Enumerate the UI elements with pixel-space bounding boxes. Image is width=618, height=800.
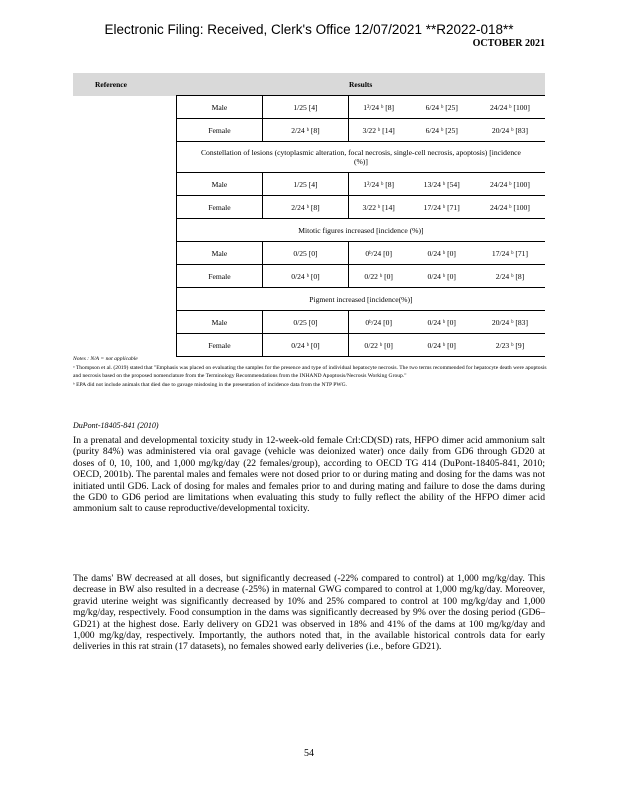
table-section-row bbox=[73, 288, 545, 311]
table-row bbox=[73, 311, 545, 334]
col-reference: Reference bbox=[73, 73, 176, 96]
table-row bbox=[73, 334, 545, 357]
study-title: DuPont-18405-841 (2010) bbox=[73, 421, 159, 430]
sex-cell: Female bbox=[176, 119, 262, 142]
table-row bbox=[73, 96, 545, 119]
reference-cell bbox=[73, 142, 176, 173]
sex-cell: Male bbox=[176, 96, 262, 119]
section-heading: Pigment increased [incidence(%)] bbox=[176, 288, 545, 311]
value-cell: 6/24 ᵇ [25] bbox=[409, 119, 475, 142]
value-cell: 0ᵇ/24 [0] bbox=[348, 242, 408, 265]
value-cell: 17/24 ᵇ [71] bbox=[475, 242, 545, 265]
value-cell: 3/22 ᵇ [14] bbox=[348, 119, 408, 142]
table-row bbox=[73, 119, 545, 142]
table-row bbox=[73, 173, 545, 196]
sex-cell: Female bbox=[176, 265, 262, 288]
paragraph-1: In a prenatal and developmental toxicity study in 12-week-old female Crl:CD(SD) rats, HFPO dimer acid ammonium salt (purity 84%) was administered via oral gavage (vehicle was deionized water) once daily from GD6 through GD20 at doses of 0, 10, 100, and 1,000 mg/kg/day (22 females/group), according to OECD TG 414 (DuPont-18405-841, 2010; OECD, 2001b). The parental males and females were not dosed prior to or during mating and dosing for the dams was not initiated until GD6. Lack of dosing for males and females prior to and during mating and failure to dose the dams during the GD0 to GD6 period are limitations when evaluating this study to fully reflect the ability of the HFPO dimer acid ammonium salt to cause reproductive/developmental toxicity. bbox=[73, 435, 545, 515]
table-row bbox=[73, 242, 545, 265]
value-cell: 1/25 [4] bbox=[263, 96, 349, 119]
reference-cell bbox=[73, 196, 176, 219]
value-cell: 3/22 ᵇ [14] bbox=[348, 196, 408, 219]
reference-cell bbox=[73, 119, 176, 142]
value-cell: 0/24 ᵇ [0] bbox=[263, 265, 349, 288]
value-cell: 0/24 ᵇ [0] bbox=[409, 334, 475, 357]
sex-cell: Male bbox=[176, 242, 262, 265]
reference-cell bbox=[73, 288, 176, 311]
value-cell: 0/25 [0] bbox=[263, 242, 349, 265]
value-cell: 24/24 ᵇ [100] bbox=[475, 173, 545, 196]
sex-cell: Male bbox=[176, 311, 262, 334]
value-cell: 2/23 ᵇ [9] bbox=[475, 334, 545, 357]
page-number: 54 bbox=[304, 748, 314, 759]
reference-cell bbox=[73, 173, 176, 196]
results-table bbox=[73, 73, 545, 357]
value-cell: 20/24 ᵇ [83] bbox=[475, 119, 545, 142]
note-a: ᵃ Thompson et al. (2019) stated that "Emphasis was placed on evaluating the samples for the presence and type of individual hepatocyte necrosis. The two terms recommended for hepatocyte death were apoptosis and necrosis based on the proposed nomenclature from the Terminology Recommendations from the INHAND Apoptosis/Necrosis Working Group." bbox=[73, 364, 547, 380]
reference-cell bbox=[73, 265, 176, 288]
reference-cell bbox=[73, 334, 176, 357]
note-b: ᵇ EPA did not include animals that died due to gavage misdosing in the presentation of incidence data from the NTP PWG. bbox=[73, 381, 348, 388]
value-cell: 0/25 [0] bbox=[263, 311, 349, 334]
reference-cell bbox=[73, 219, 176, 242]
value-cell: 0/24 ᵇ [0] bbox=[263, 334, 349, 357]
table-notes bbox=[73, 355, 548, 389]
value-cell: 24/24 ᵇ [100] bbox=[475, 96, 545, 119]
note-na: Notes : N/A = not applicable bbox=[73, 356, 138, 362]
col-results: Results bbox=[176, 73, 545, 96]
value-cell: 0/24 ᵇ [0] bbox=[409, 265, 475, 288]
section-heading: Constellation of lesions (cytoplasmic alteration, focal necrosis, single-cell necrosis, apoptosis) [incidence (%)] bbox=[176, 142, 545, 173]
value-cell: 20/24 ᵇ [83] bbox=[475, 311, 545, 334]
value-cell: 0/22 ᵇ [0] bbox=[348, 334, 408, 357]
reference-cell bbox=[73, 311, 176, 334]
value-cell: 6/24 ᵇ [25] bbox=[409, 96, 475, 119]
paragraph-2: The dams' BW decreased at all doses, but significantly decreased (-22% compared to control) at 1,000 mg/kg/day. This decrease in BW also resulted in a decrease (-25%) in maternal GWG compared to control at 1,000 mg/kg/day. Moreover, gravid uterine weight was significantly decreased by 10% and 25% compared to control at 100 mg/kg/day and 1,000 mg/kg/day, respectively. Food consumption in the dams was significantly decreased by 9% over the dosing period (GD6–GD21) at the highest dose. Early delivery on GD21 was observed in 18% and 41% of the dams at 100 mg/kg/day and 1,000 mg/kg/day, respectively. Importantly, the authors noted that, in the available historical controls data for early deliveries in this rat strain (17 datasets), no females showed early deliveries (i.e., before GD21). bbox=[73, 573, 545, 653]
value-cell: 24/24 ᵇ [100] bbox=[475, 196, 545, 219]
section-heading: Mitotic figures increased [incidence (%)] bbox=[176, 219, 545, 242]
value-cell: 0ᵇ/24 [0] bbox=[348, 311, 408, 334]
value-cell: 13/24 ᵇ [54] bbox=[409, 173, 475, 196]
value-cell: 2/24 ᵇ [8] bbox=[475, 265, 545, 288]
sex-cell: Female bbox=[176, 334, 262, 357]
sex-cell: Female bbox=[176, 196, 262, 219]
sex-cell: Male bbox=[176, 173, 262, 196]
value-cell: 2/24 ᵇ [8] bbox=[263, 119, 349, 142]
value-cell: 1²/24 ᵇ [8] bbox=[348, 96, 408, 119]
reference-cell bbox=[73, 96, 176, 119]
value-cell: 0/24 ᵇ [0] bbox=[409, 311, 475, 334]
table-section-row bbox=[73, 219, 545, 242]
value-cell: 1²/24 ᵇ [8] bbox=[348, 173, 408, 196]
value-cell: 0/22 ᵇ [0] bbox=[348, 265, 408, 288]
value-cell: 17/24 ᵇ [71] bbox=[409, 196, 475, 219]
header-month: OCTOBER 2021 bbox=[472, 38, 545, 49]
table-row bbox=[73, 265, 545, 288]
table-row bbox=[73, 196, 545, 219]
table-section-row bbox=[73, 142, 545, 173]
value-cell: 1/25 [4] bbox=[263, 173, 349, 196]
filing-header: Electronic Filing: Received, Clerk's Office 12/07/2021 **R2022-018** bbox=[104, 22, 514, 37]
reference-cell bbox=[73, 242, 176, 265]
value-cell: 0/24 ᵇ [0] bbox=[409, 242, 475, 265]
value-cell: 2/24 ᵇ [8] bbox=[263, 196, 349, 219]
